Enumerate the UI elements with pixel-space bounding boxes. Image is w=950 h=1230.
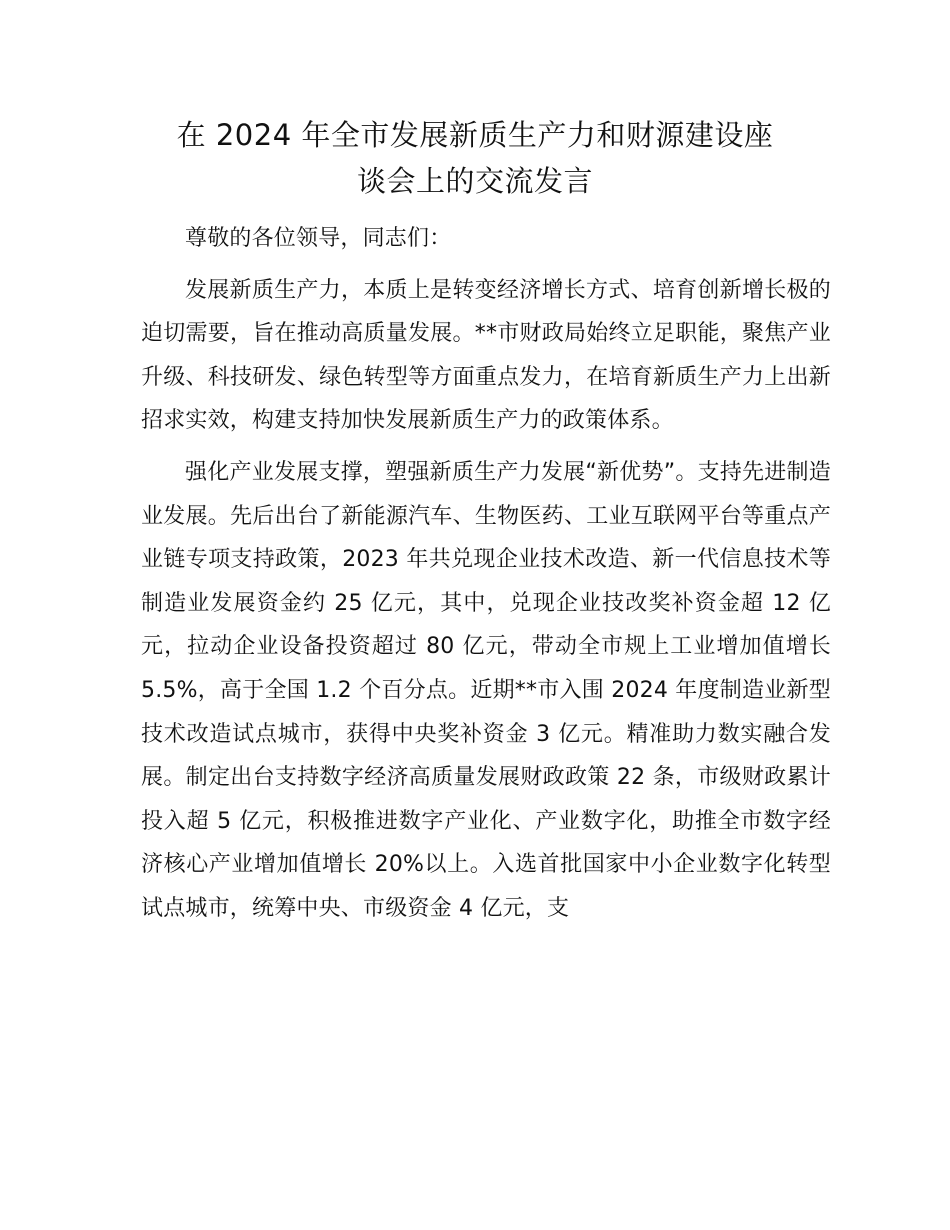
greeting: 尊敬的各位领导，同志们： — [185, 226, 452, 251]
paragraph: 强化产业发展支撑，塑强新质生产力发展“新优势”。支持先进制造业发展。先后出台了新能源汽车、生物医药、工业互联网平台等重点产业链专项支持政策，2023 年共兑现企业技术改造、新一代信息技术等制造业发展资金约 25 亿元，其中，兑现企业技改奖补资金超 12 亿元，拉动企业设备投资超过 80 亿元，带动全市规上工业增加值增长 5.5%，高于全国 1.2 个百分点。近期**市入围 2024 年度制造业新型技术改造试点城市，获得中央奖补资金 3 亿元。精准助力数实融合发展。制定出台支持数字经济高质量发展财政政策 22 条，市级财政累计投入超 5 亿元，积极推进数字产业化、产业数字化，助推全市数字经济核心产业增加值增长 20%以上。入选首批国家中小企业数字化转型试点城市，统筹中央、市级资金 4 亿元，支 — [141, 459, 831, 921]
document-body — [141, 217, 831, 931]
title-line-1: 在 2024 年全市发展新质生产力和财源建设座 — [176, 118, 774, 152]
title-line-2: 谈会上的交流发言 — [356, 164, 593, 198]
document-title — [120, 112, 830, 204]
paragraph: 发展新质生产力，本质上是转变经济增长方式、培育创新增长极的迫切需要，旨在推动高质量发展。**市财政局始终立足职能，聚焦产业升级、科技研发、绿色转型等方面重点发力，在培育新质生产力上出新招求实效，构建支持加快发展新质生产力的政策体系。 — [141, 277, 831, 434]
